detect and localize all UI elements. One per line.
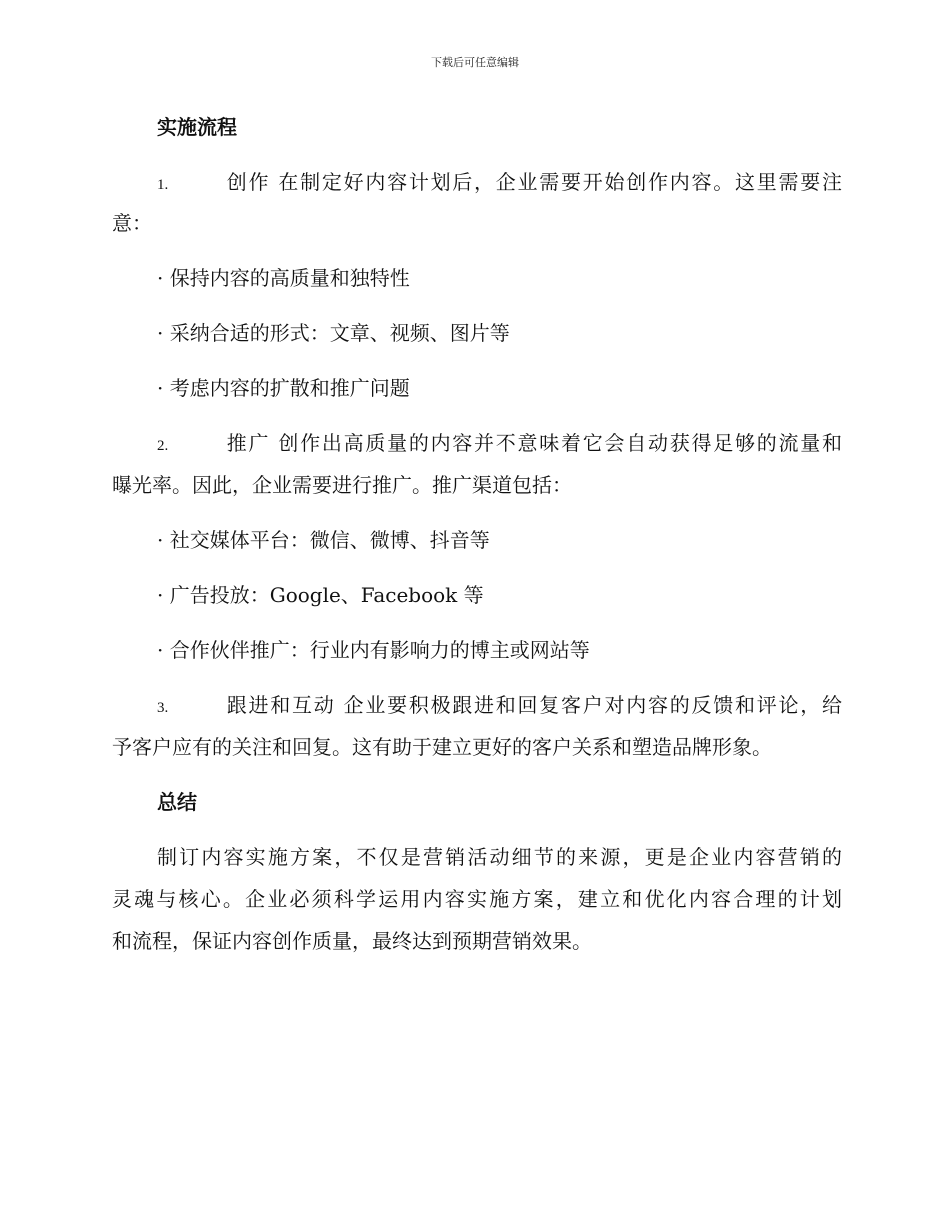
step-3-number: 3. <box>157 700 169 716</box>
bullet-2-1: · 社交媒体平台：微信、微博、抖音等 <box>157 528 490 552</box>
bullet-1-2: · 采纳合适的形式：文章、视频、图片等 <box>157 321 510 345</box>
step-2-number: 2. <box>157 438 169 454</box>
bullet-1-3: · 考虑内容的扩散和推广问题 <box>157 376 410 400</box>
step-1-line-1 <box>157 168 842 199</box>
bullet-2-2: · 广告投放：Google、Facebook 等 <box>157 583 484 607</box>
section-title-implementation: 实施流程 <box>157 115 237 139</box>
summary-line-2: 灵魂与核心。企业必须科学运用内容实施方案，建立和优化内容合理的计划 <box>112 887 842 911</box>
step-3-line-2: 予客户应有的关注和回复。这有助于建立更好的客户关系和塑造品牌形象。 <box>112 735 772 759</box>
page-header: 下载后可任意编辑 <box>431 56 519 69</box>
step-2-line-1 <box>157 429 842 460</box>
step-3-line-1 <box>157 691 842 722</box>
step-1-number: 1. <box>157 177 169 193</box>
step-2-line-2: 曝光率。因此，企业需要进行推广。推广渠道包括： <box>112 473 572 497</box>
bullet-1-1: · 保持内容的高质量和独特性 <box>157 266 410 290</box>
summary-line-1: 制订内容实施方案，不仅是营销活动细节的来源，更是企业内容营销的 <box>157 845 842 869</box>
section-title-summary: 总结 <box>157 790 197 814</box>
step-1-line-2: 意： <box>112 211 152 235</box>
step-2-text: 推广 创作出高质量的内容并不意味着它会自动获得足够的流量和 <box>225 431 842 455</box>
step-1-text: 创作 在制定好内容计划后，企业需要开始创作内容。这里需要注 <box>225 170 842 194</box>
summary-line-3: 和流程，保证内容创作质量，最终达到预期营销效果。 <box>112 929 592 953</box>
bullet-2-3: · 合作伙伴推广：行业内有影响力的博主或网站等 <box>157 638 590 662</box>
step-3-text: 跟进和互动 企业要积极跟进和回复客户对内容的反馈和评论，给 <box>225 693 842 717</box>
